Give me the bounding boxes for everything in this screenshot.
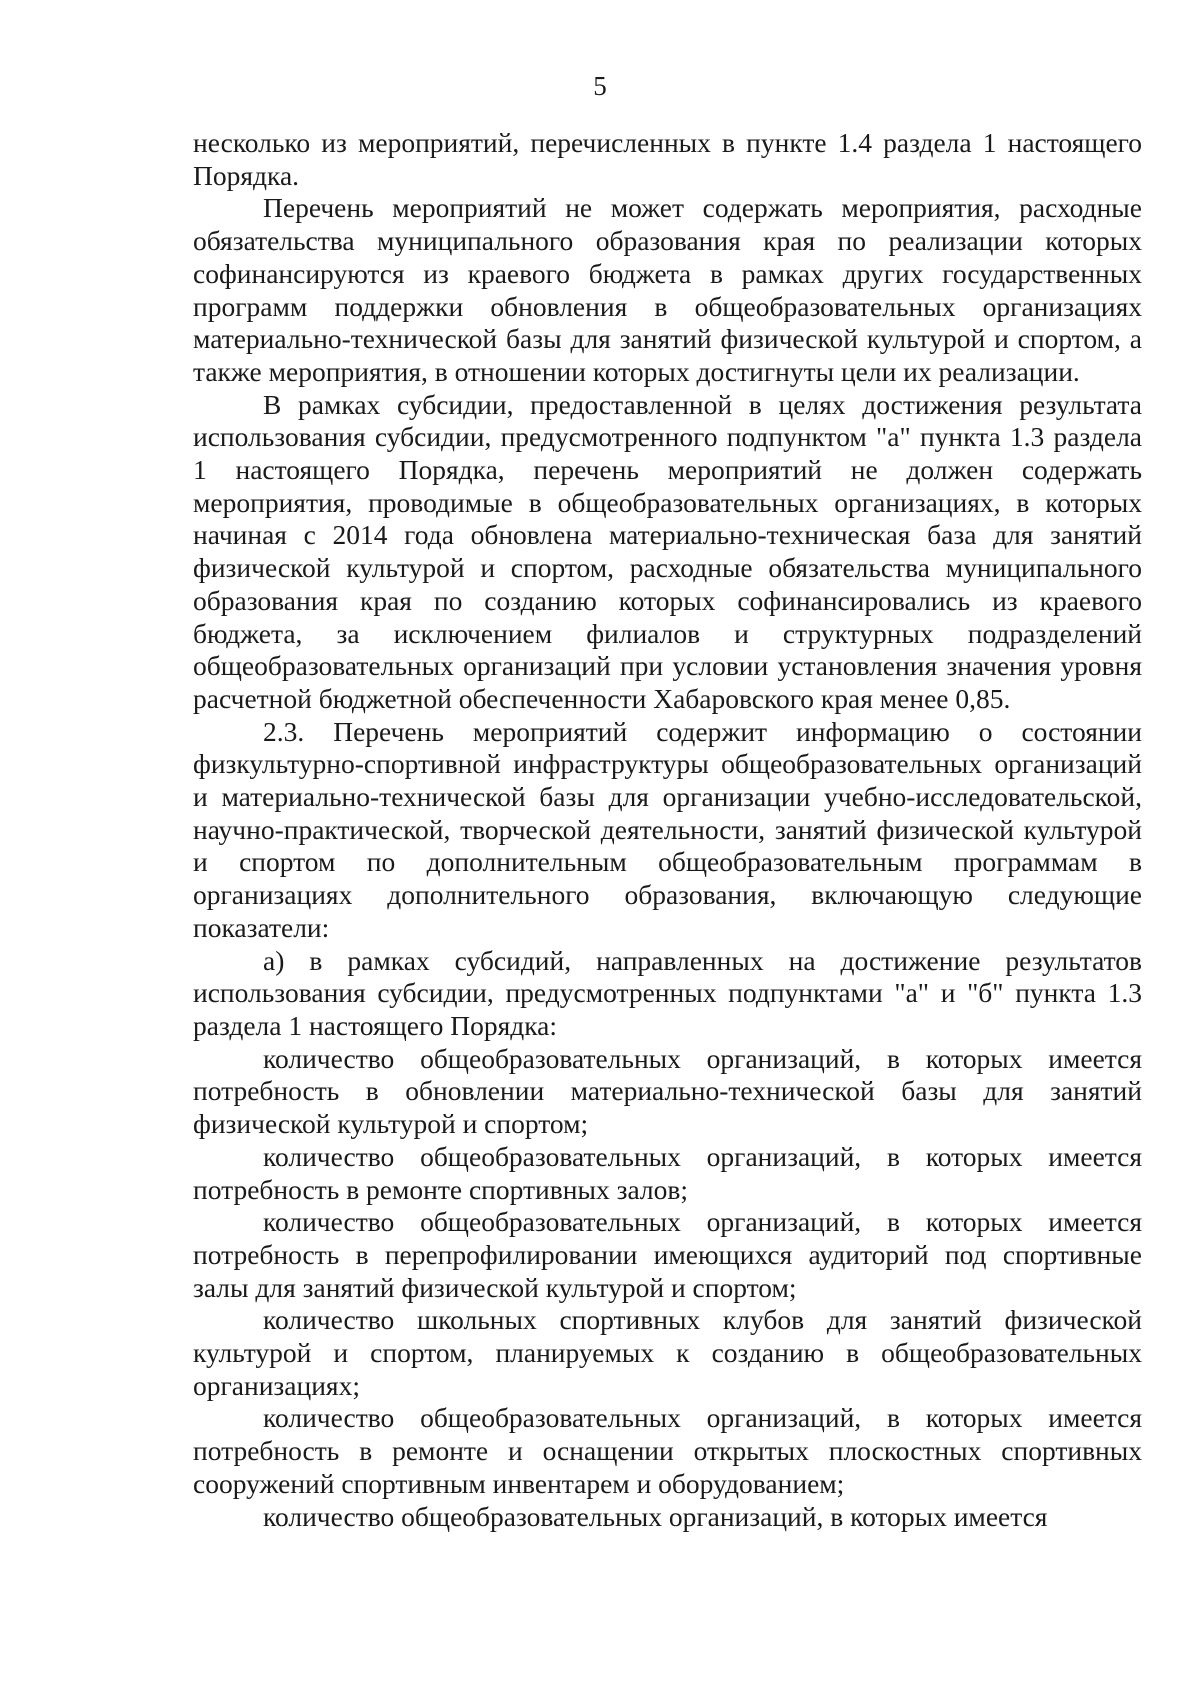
paragraph-indicator-continued: количество общеобразовательных организаций, в которых имеется (263, 1500, 1048, 1532)
paragraph-item-a: а) в рамках субсидий, направленных на достижение результатов использования субсидии, предусмотренных подпунктами "а" и "б" пункта 1.3 раздела 1 настоящего Порядка: (193, 944, 1142, 1041)
document-body (193, 127, 1142, 1533)
paragraph-activities-restrictions: Перечень мероприятий не может содержать мероприятия, расходные обязательства муниципального образования края по реализации которых софинансируются из краевого бюджета в рамках других государственных программ поддержки обновления в общеобразовательных организациях материально-технической базы для занятий физической культурой и спортом, а также мероприятия, в отношении которых достигнуты цели их реализации. (193, 192, 1142, 387)
paragraph-indicator-gym-repair: количество общеобразовательных организаций, в которых имеется потребность в ремонте спортивных залов; (193, 1140, 1142, 1205)
paragraph-subsidy-subpoint-a: В рамках субсидии, предоставленной в целях достижения результата использования субсидии, предусмотренного подпунктом "а" пункта 1.3 раздела 1 настоящего Порядка, перечень мероприятий не должен содержать мероприятия, проводимые в общеобразовательных организациях, в которых начиная с 2014 года обновлена материально-техническая база для занятий физической культурой и спортом, расходные обязательства муниципального образования края по созданию которых софинансировались из краевого бюджета, за исключением филиалов и структурных подразделений общеобразовательных организаций при условии установления значения уровня расчетной бюджетной обеспеченности Хабаровского края менее 0,85. (193, 388, 1142, 714)
paragraph-indicator-sports-clubs: количество школьных спортивных клубов для занятий физической культурой и спортом, планируемых к созданию в общеобразовательных организациях; (193, 1304, 1142, 1401)
paragraph-indicator-repurposing: количество общеобразовательных организаций, в которых имеется потребность в перепрофилировании имеющихся аудиторий под спортивные залы для занятий физической культурой и спортом; (193, 1206, 1142, 1303)
paragraph-indicator-outdoor-facilities: количество общеобразовательных организаций, в которых имеется потребность в ремонте и оснащении открытых плоскостных спортивных сооружений спортивным инвентарем и оборудованием; (193, 1402, 1142, 1499)
page-number: 5 (593, 71, 607, 101)
paragraph-indicator-equipment: количество общеобразовательных организаций, в которых имеется потребность в обновлении материально-технической базы для занятий физической культурой и спортом; (193, 1042, 1142, 1140)
paragraph-section-2-3: 2.3. Перечень мероприятий содержит информацию о состоянии физкультурно-спортивной инфраструктуры общеобразовательных организаций и материально-технической базы для организации учебно-исследовательской, научно-практической, творческой деятельности, занятий физической культурой и спортом по дополнительным общеобразовательным программам в организациях дополнительного образования, включающую следующие показатели: (193, 715, 1142, 943)
paragraph-continuation: несколько из мероприятий, перечисленных в пункте 1.4 раздела 1 настоящего Порядка. (193, 127, 1142, 191)
